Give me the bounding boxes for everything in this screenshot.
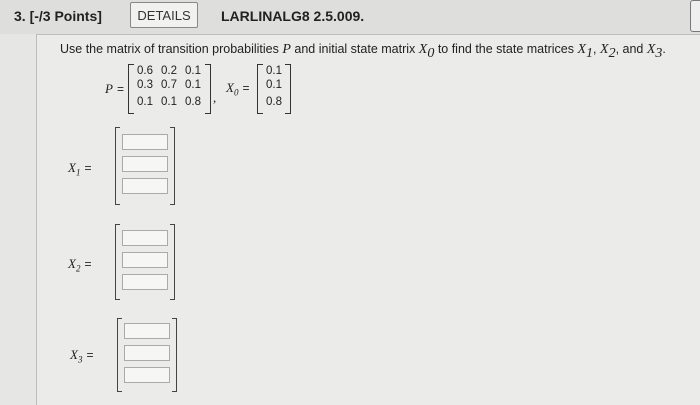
matrix-p-cell: 0.2 — [161, 65, 177, 77]
matrix-x0-label: $X_0$ = — [226, 80, 250, 98]
matrix-p-row — [137, 78, 209, 92]
matrix-p-cell: 0.1 — [185, 65, 201, 77]
matrix-p-cell: 0.1 — [137, 96, 153, 108]
matrix-p-cell: 0.1 — [161, 96, 177, 108]
x2-entry-3[interactable] — [122, 274, 168, 290]
matrix-p-label: P = — [105, 81, 124, 96]
matrix-x0-cell: 0.1 — [266, 79, 282, 91]
x3-entry-1[interactable] — [124, 323, 170, 339]
details-button[interactable]: DETAILS — [130, 2, 198, 28]
matrix-x0-cell: 0.1 — [266, 65, 282, 77]
matrix-p-cell: 0.6 — [137, 65, 153, 77]
matrix-p-row — [137, 95, 209, 109]
question-number: 3. [-/3 Points] — [14, 8, 102, 24]
instruction-text: Use the matrix of transition probabilities P and initial state matrix $X_0$ to find the state matrices $X_1$, $X_2$, and $X_3$. — [60, 42, 666, 61]
x2-entry-2[interactable] — [122, 252, 168, 268]
matrix-p-cell: 0.1 — [185, 79, 201, 91]
matrix-p-cell: 0.8 — [185, 96, 201, 108]
matrix-p — [128, 64, 211, 114]
x1-entry-2[interactable] — [122, 156, 168, 172]
matrix-x0 — [257, 64, 291, 114]
corner-control[interactable] — [690, 0, 700, 32]
x1-label: $X_1$ = — [68, 160, 92, 178]
x2-answer-matrix — [115, 224, 175, 300]
x1-answer-matrix — [115, 127, 175, 205]
x1-entry-1[interactable] — [122, 134, 168, 150]
x2-label: $X_2$ = — [68, 256, 92, 274]
x3-label: $X_3$ = — [70, 347, 94, 365]
matrix-p-row — [137, 64, 209, 78]
problem-code: LARLINALG8 2.5.009. — [221, 8, 365, 24]
question-header — [0, 0, 700, 34]
comma: , — [213, 90, 217, 105]
matrix-x0-cell: 0.8 — [266, 96, 282, 108]
x3-answer-matrix — [117, 318, 177, 392]
x1-entry-3[interactable] — [122, 178, 168, 194]
x2-entry-1[interactable] — [122, 230, 168, 246]
x3-entry-3[interactable] — [124, 367, 170, 383]
matrix-p-cell: 0.7 — [161, 79, 177, 91]
x3-entry-2[interactable] — [124, 345, 170, 361]
matrix-p-cell: 0.3 — [137, 79, 153, 91]
